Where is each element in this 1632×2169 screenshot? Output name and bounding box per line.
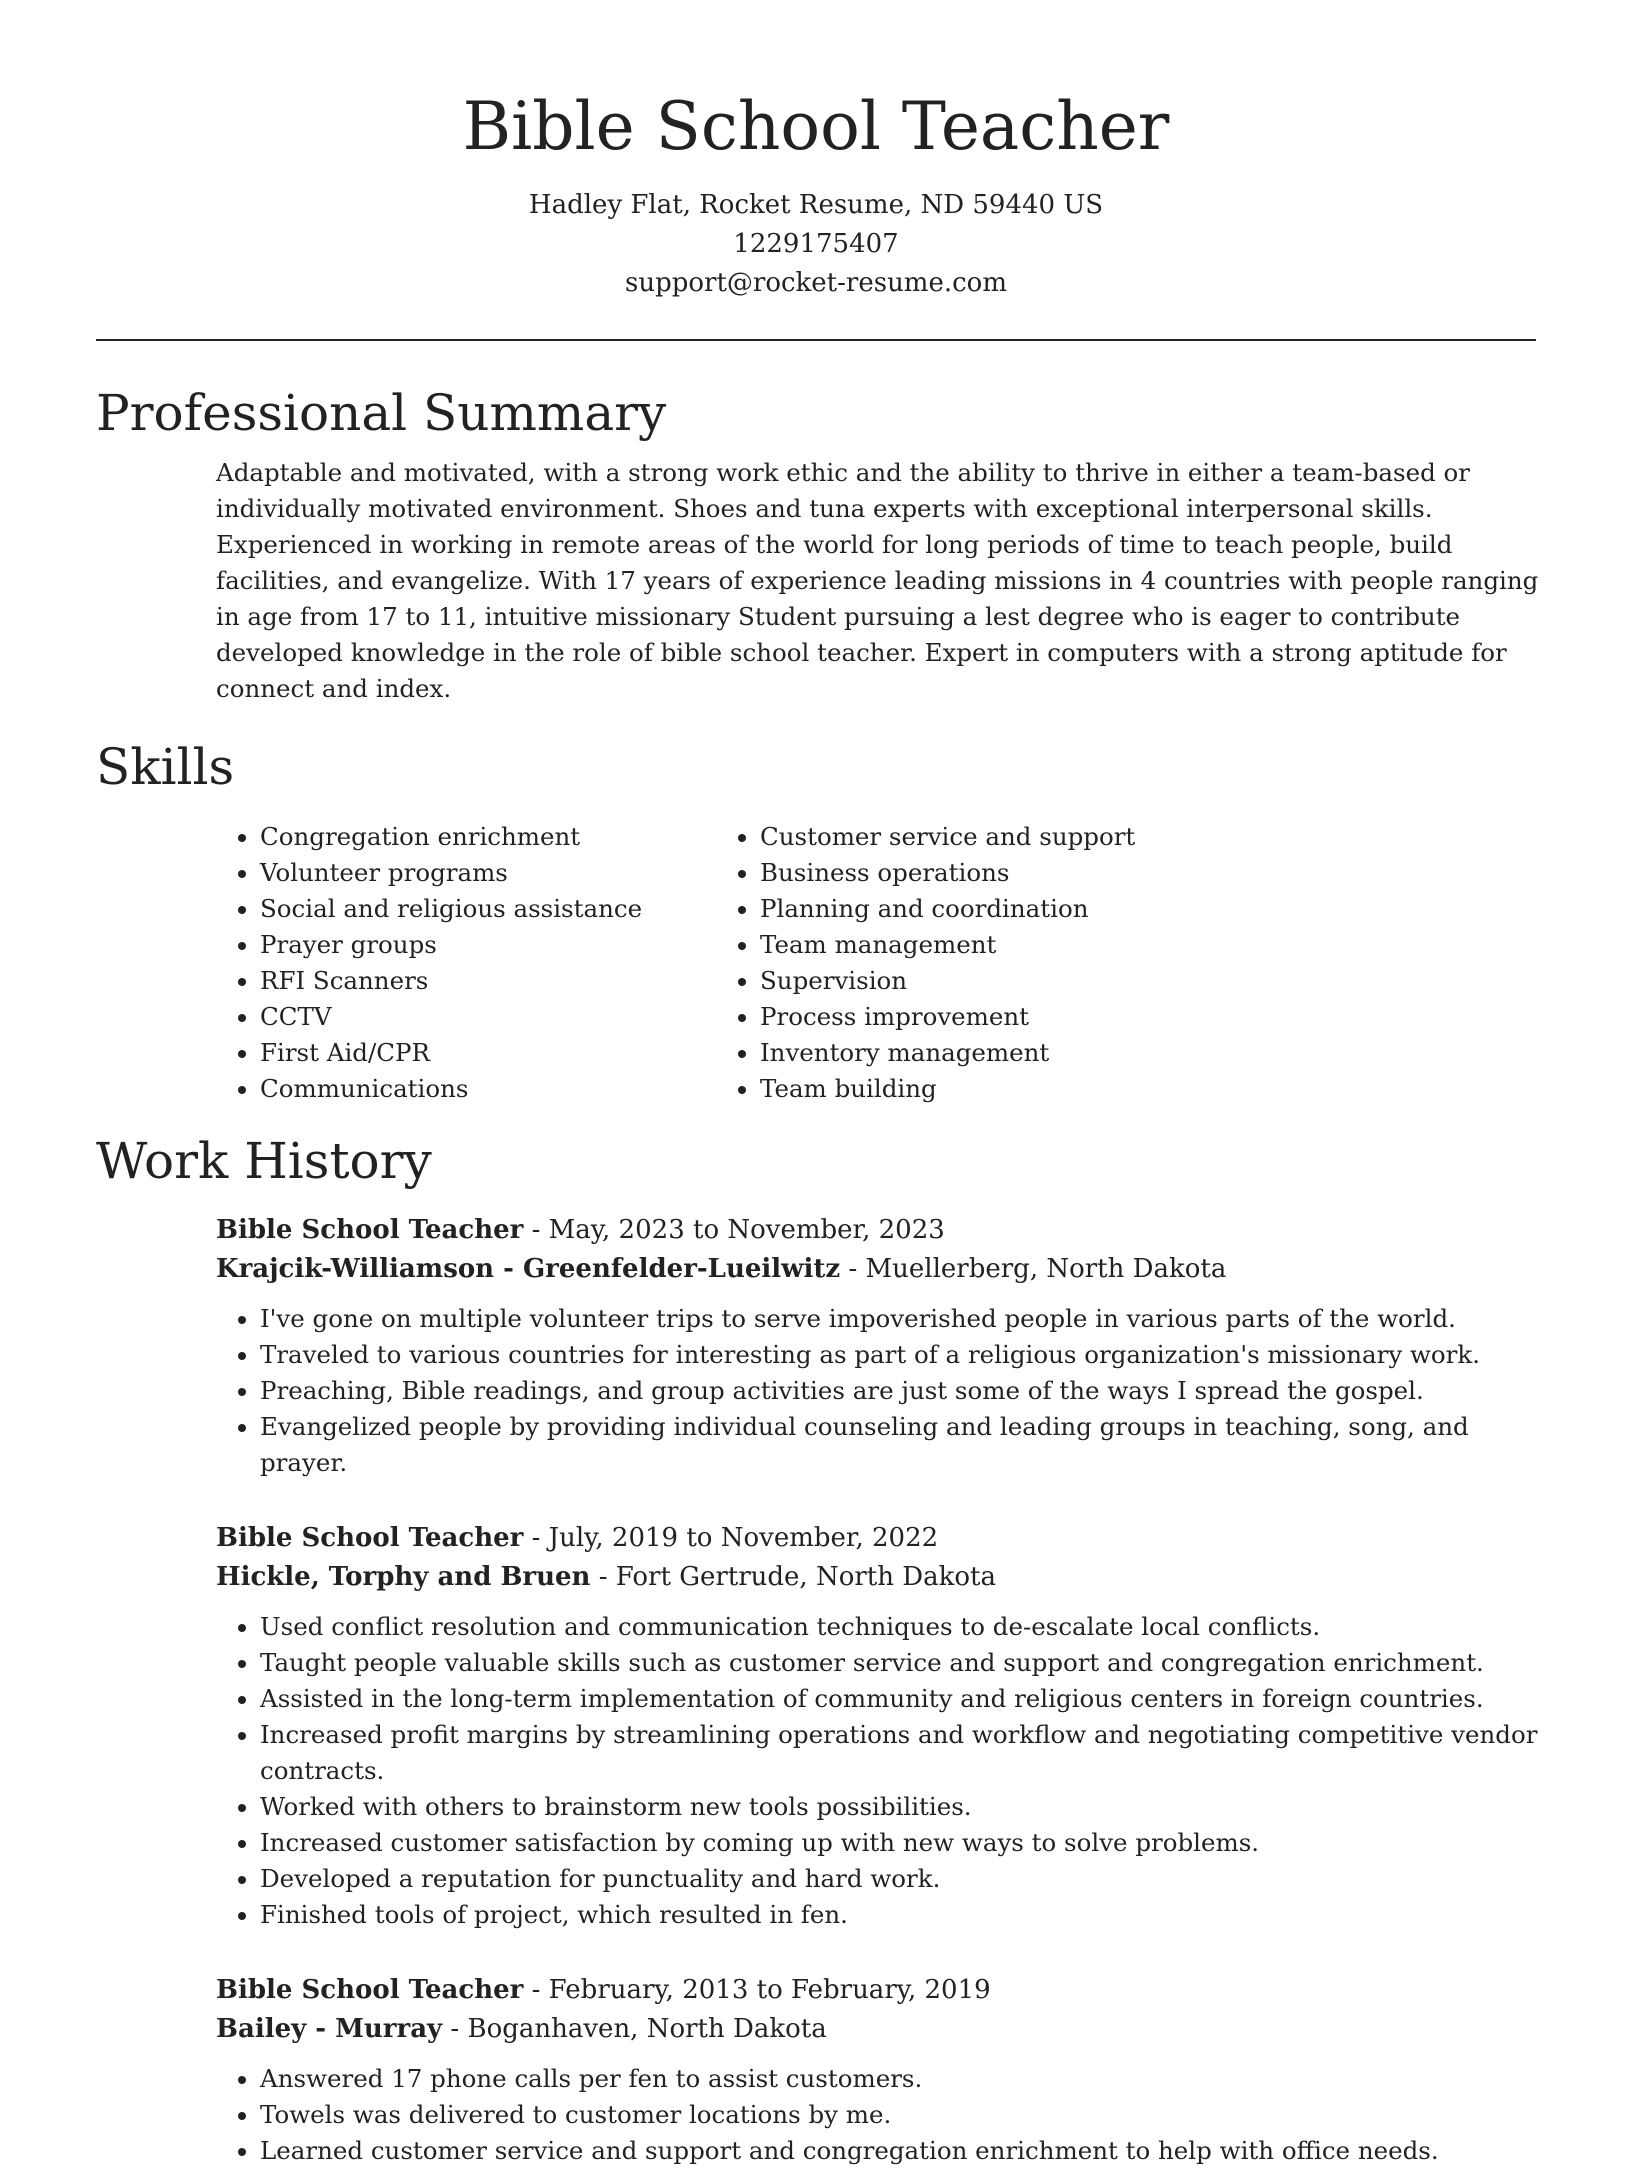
job-company: Krajcik-Williamson - Greenfelder-Lueilwitz bbox=[216, 1254, 841, 1284]
skill-item: • Business operations bbox=[760, 855, 1396, 891]
job-bullet: • Traveled to various countries for interesting as part of a religious organization's missionary work. bbox=[260, 1337, 1546, 1373]
skills-heading: Skills bbox=[96, 738, 235, 796]
job-bullet: • I've gone on multiple volunteer trips to serve impoverished people in various parts of the world. bbox=[260, 1301, 1546, 1337]
job-location: - Muellerberg, North Dakota bbox=[840, 1254, 1227, 1284]
job-dates: - July, 2019 to November, 2022 bbox=[523, 1523, 939, 1553]
skill-item: • Inventory management bbox=[760, 1035, 1396, 1071]
contact-info bbox=[96, 186, 1536, 303]
job-entry bbox=[216, 1211, 1546, 1481]
work-history-heading: Work History bbox=[96, 1132, 432, 1190]
job-bullet: • Taught people valuable skills such as customer service and support and congregation enrichment. bbox=[260, 1645, 1546, 1681]
job-title-line bbox=[216, 1971, 1546, 2010]
skill-item: • CCTV bbox=[260, 999, 746, 1035]
job-bullet: • Used conflict resolution and communication techniques to de-escalate local conflicts. bbox=[260, 1609, 1546, 1645]
job-bullet: • Towels was delivered to customer locations by me. bbox=[260, 2097, 1546, 2133]
skill-item: • Customer service and support bbox=[760, 819, 1396, 855]
skill-item: • Communications bbox=[260, 1071, 746, 1107]
job-company: Hickle, Torphy and Bruen bbox=[216, 1562, 591, 1592]
job-role: Bible School Teacher bbox=[216, 1215, 524, 1245]
skill-item: • Volunteer programs bbox=[260, 855, 746, 891]
skill-item: • Supervision bbox=[760, 963, 1396, 999]
job-dates: - May, 2023 to November, 2023 bbox=[523, 1215, 945, 1245]
skill-item: • First Aid/CPR bbox=[260, 1035, 746, 1071]
job-bullet: • Preaching, Bible readings, and group activities are just some of the ways I spread the gospel. bbox=[260, 1373, 1546, 1409]
skill-item: • RFI Scanners bbox=[260, 963, 746, 999]
job-bullet: • Increased profit margins by streamlining operations and workflow and negotiating competitive vendor contracts. bbox=[260, 1717, 1546, 1789]
job-title-line bbox=[216, 1211, 1546, 1250]
skill-item: • Process improvement bbox=[760, 999, 1396, 1035]
skill-item: • Planning and coordination bbox=[760, 891, 1396, 927]
contact-email: support@rocket-resume.com bbox=[624, 268, 1007, 298]
job-entry bbox=[216, 1519, 1546, 1933]
candidate-name: Bible School Teacher bbox=[462, 88, 1170, 165]
skill-item: • Social and religious assistance bbox=[260, 891, 746, 927]
resume-page bbox=[96, 0, 1539, 2169]
job-bullet: • Evangelized people by providing individual counseling and leading groups in teaching, song, and prayer. bbox=[260, 1409, 1546, 1481]
skill-item: • Prayer groups bbox=[260, 927, 746, 963]
skill-item: • Congregation enrichment bbox=[260, 819, 746, 855]
job-location: - Fort Gertrude, North Dakota bbox=[590, 1562, 996, 1592]
resume-header bbox=[96, 0, 1536, 303]
job-dates: - February, 2013 to February, 2019 bbox=[523, 1975, 991, 2005]
contact-phone: 1229175407 bbox=[733, 229, 899, 259]
job-bullets bbox=[216, 2061, 1546, 2169]
job-bullets bbox=[216, 1609, 1546, 1933]
summary-text: Adaptable and motivated, with a strong work ethic and the ability to thrive in either a team-based or individually motivated environment. Shoes and tuna experts with exceptional interpersonal skills. Experienced in working in remote areas of the world for long periods of time to teach people, build facilities, and evangelize. With 17 years of experience leading missions in 4 countries with people ranging in age from 17 to 11, intuitive missionary Student pursuing a lest degree who is eager to contribute developed knowledge in the role of bible school teacher. Expert in computers with a strong aptitude for connect and index. bbox=[216, 458, 1539, 703]
job-bullet: • Developed a reputation for punctuality and hard work. bbox=[260, 1861, 1546, 1897]
skills-column-right bbox=[746, 819, 1396, 1107]
job-bullet: • Worked with others to brainstorm new tools possibilities. bbox=[260, 1789, 1546, 1825]
job-role: Bible School Teacher bbox=[216, 1975, 524, 2005]
job-bullet: • Assisted in the long-term implementation of community and religious centers in foreign countries. bbox=[260, 1681, 1546, 1717]
job-company-line bbox=[216, 2010, 1546, 2049]
skills-grid bbox=[96, 819, 1536, 1107]
job-bullet: • Learned customer service and support and congregation enrichment to help with office needs. bbox=[260, 2133, 1546, 2169]
job-bullets bbox=[216, 1301, 1546, 1481]
job-bullet: • Increased customer satisfaction by coming up with new ways to solve problems. bbox=[260, 1825, 1546, 1861]
job-role: Bible School Teacher bbox=[216, 1523, 524, 1553]
job-entry bbox=[216, 1971, 1546, 2169]
job-bullet: • Finished tools of project, which resulted in fen. bbox=[260, 1897, 1546, 1933]
skills-column-left bbox=[96, 819, 746, 1107]
contact-address: Hadley Flat, Rocket Resume, ND 59440 US bbox=[528, 190, 1104, 220]
job-company: Bailey - Murray bbox=[216, 2014, 443, 2044]
job-company-line bbox=[216, 1250, 1546, 1289]
skill-item: • Team management bbox=[760, 927, 1396, 963]
job-location: - Boganhaven, North Dakota bbox=[442, 2014, 827, 2044]
job-company-line bbox=[216, 1558, 1546, 1597]
header-divider bbox=[96, 339, 1536, 341]
skill-item: • Team building bbox=[760, 1071, 1396, 1107]
job-bullet: • Answered 17 phone calls per fen to assist customers. bbox=[260, 2061, 1546, 2097]
summary-heading: Professional Summary bbox=[96, 384, 667, 442]
job-title-line bbox=[216, 1519, 1546, 1558]
